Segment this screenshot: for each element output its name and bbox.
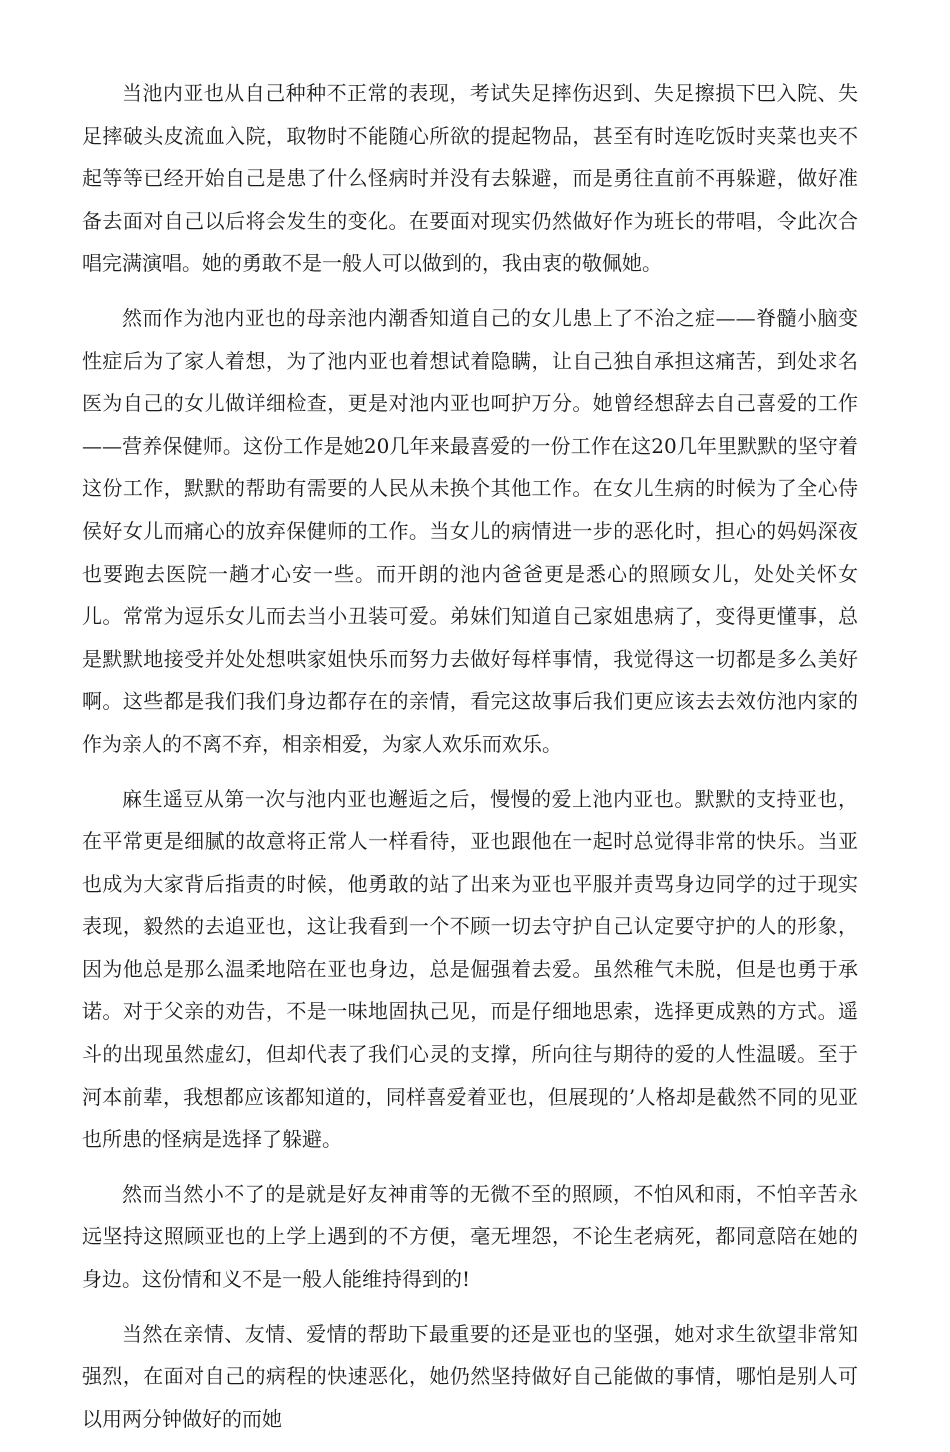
paragraph-2: 然而作为池内亚也的母亲池内潮香知道自己的女儿患上了不治之症——脊髓小脑变性症后为了家人着想，为了池内亚也着想试着隐瞒，让自己独自承担这痛苦，到处求名医为自己的女儿做详细检查，更是对池内亚也呵护万分。她曾经想辞去自己喜爱的工作——营养保健师。这份工作是她20几年来最喜爱的一份工作在这20几年里默默的坚守着这份工作，默默的帮助有需要的人民从未换个其他工作。在女儿生病的时候为了全心侍侯好女儿而痛心的放弃保健师的工作。当女儿的病情进一步的恶化时，担心的妈妈深夜也要跑去医院一趟才心安一些。而开朗的池内爸爸更是悉心的照顾女儿，处处关怀女儿。常常为逗乐女儿而去当小丑装可爱。弟妹们知道自己家姐患病了，变得更懂事，总是默默地接受并处处想哄家姐快乐而努力去做好每样事情，我觉得这一切都是多么美好啊。这些都是我们我们身边都存在的亲情，看完这故事后我们更应该去去效仿池内家的作为亲人的不离不弃，相亲相爱，为家人欢乐而欢乐。 <box>82 305 858 756</box>
paragraph-3: 麻生遥豆从第一次与池内亚也邂逅之后，慢慢的爱上池内亚也。默默的支持亚也，在平常更是细腻的故意将正常人一样看待，亚也跟他在一起时总觉得非常的快乐。当亚也成为大家背后指责的时候，他勇敢的站了出来为亚也平服并责骂身边同学的过于现实表现，毅然的去追亚也，这让我看到一个不顾一切去守护自己认定要守护的人的形象，因为他总是那么温柔地陪在亚也身边，总是倔强着去爱。虽然稚气未脱，但是也勇于承诺。对于父亲的劝告，不是一味地固执己见，而是仔细地思索，选择更成熟的方式。遥斗的出现虽然虚幻，但却代表了我们心灵的支撑，所向往与期待的爱的人性温暖。至于河本前辈，我想都应该都知道的，同样喜爱着亚也，但展现的’人格却是截然不同的见亚也所患的怪病是选择了躲避。 <box>82 786 858 1152</box>
paragraph-4: 然而当然小不了的是就是好友神甫等的无微不至的照顾，不怕风和雨，不怕辛苦永远坚持这照顾亚也的上学上遇到的不方便，毫无埋怨，不论生老病死，都同意陪在她的身边。这份情和义不是一般人能维持得到的! <box>82 1181 858 1292</box>
paragraph-1: 当池内亚也从自己种种不正常的表现，考试失足摔伤迟到、失足擦损下巴入院、失足摔破头皮流血入院，取物时不能随心所欲的提起物品，甚至有时连吃饭时夹菜也夹不起等等已经开始自己是患了什么怪病时并没有去躲避，而是勇往直前不再躲避，做好准备去面对自己以后将会发生的变化。在要面对现实仍然做好作为班长的带唱，令此次合唱完满演唱。她的勇敢不是一般人可以做到的，我由衷的敬佩她。 <box>82 81 858 276</box>
paragraph-5: 当然在亲情、友情、爱情的帮助下最重要的还是亚也的坚强，她对求生欲望非常知强烈，在面对自己的病程的快速恶化，她仍然坚持做好自己能做的事情，哪怕是别人可以用两分钟做好的而她 <box>82 1321 858 1431</box>
document-body <box>82 72 858 1452</box>
